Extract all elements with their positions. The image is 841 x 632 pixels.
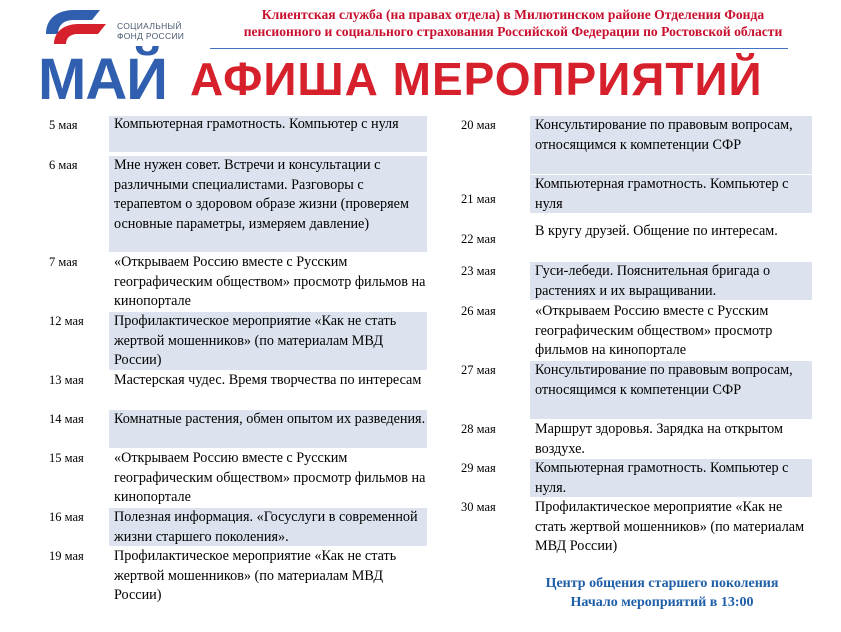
event-text: В кругу друзей. Общение по интересам. [535,223,778,239]
event-date: 16 мая [49,510,84,524]
event-date: 21 мая [461,192,496,206]
event-text: Мне нужен совет. Встречи и консультации с различными специалистами. Разговоры с терапевтом о здоровом образе жизни (проверяем основные параметры, измеряем давление) [109,156,427,252]
event-text: Компьютерная грамотность. Компьютер с нуля. [530,459,812,497]
event-row [432,222,812,260]
footer-note [432,574,841,612]
event-date: 23 мая [461,264,496,278]
logo-text [117,21,184,41]
event-text: Компьютерная грамотность. Компьютер с нуля [530,175,812,213]
sfr-logo-icon [40,4,112,50]
month-title: МАЙ [38,47,167,112]
event-date: 26 мая [461,304,496,318]
event-text: Гуси-лебеди. Пояснительная бригада о растениях и их выращивании. [530,262,812,300]
event-row [38,312,427,370]
footer-line-2: Начало мероприятий в 13:00 [570,595,754,610]
event-date: 27 мая [461,363,496,377]
event-row [38,371,427,409]
event-text: Маршрут здоровья. Зарядка на открытом воздухе. [535,421,783,457]
event-row [38,253,427,311]
event-date: 14 мая [49,412,84,426]
header-line-2: пенсионного и социального страхования Российской Федерации по Ростовской области [243,24,783,39]
organization-header [214,6,812,40]
poster-title: АФИША МЕРОПРИЯТИЙ [190,53,763,105]
event-row [432,175,812,213]
event-date: 7 мая [49,255,78,269]
event-row [432,420,812,458]
event-date: 20 мая [461,118,496,132]
event-date: 29 мая [461,461,496,475]
event-row [38,410,427,448]
event-text: «Открываем Россию вместе с Русским географическим обществом» просмотр фильмов на кинопортале [535,303,773,358]
event-date: 19 мая [49,549,84,563]
event-date: 5 мая [49,118,78,132]
event-text: Профилактическое мероприятие «Как не стать жертвой мошенников» (по материалам МВД России) [114,548,397,603]
event-row [432,361,812,419]
event-text: Компьютерная грамотность. Компьютер с нуля [109,116,427,152]
event-date: 28 мая [461,422,496,436]
event-date: 12 мая [49,314,84,328]
sfr-logo [40,4,200,50]
event-text: «Открываем Россию вместе с Русским географическим обществом» просмотр фильмов на кинопортале [114,254,426,309]
footer-line-1: Центр общения старшего поколения [545,576,779,591]
event-text: «Открываем Россию вместе с Русским географическим обществом» просмотр фильмов на кинопортале [114,450,426,505]
event-row [38,547,427,605]
event-text: Комнатные растения, обмен опытом их разведения. [109,410,427,448]
event-row [38,508,427,546]
event-row [432,498,812,556]
event-text: Профилактическое мероприятие «Как не стать жертвой мошенников» (по материалам МВД России) [535,499,805,554]
event-text: Полезная информация. «Госуслуги в современной жизни старшего поколения». [109,508,427,546]
event-row [432,459,812,497]
event-date: 22 мая [461,232,496,246]
logo-line-2: ФОНД РОССИИ [117,31,185,41]
header-line-1: Клиентская служба (на правах отдела) в Милютинском районе Отделения Фонда [261,7,765,22]
event-text: Профилактическое мероприятие «Как не стать жертвой мошенников» (по материалам МВД России) [109,312,427,370]
event-date: 13 мая [49,373,84,387]
event-row [38,449,427,507]
logo-line-1: СОЦИАЛЬНЫЙ [117,21,182,31]
event-date: 30 мая [461,500,496,514]
event-row [38,116,427,152]
event-text: Мастерская чудес. Время творчества по интересам [114,372,422,388]
event-row [432,116,812,174]
event-text: Консультирование по правовым вопросам, относящимся к компетенции СФР [530,361,812,419]
event-date: 15 мая [49,451,84,465]
event-row [432,302,812,360]
event-row [432,262,812,300]
event-text: Консультирование по правовым вопросам, относящимся к компетенции СФР [530,116,812,174]
event-row [38,156,427,252]
header-divider [210,48,788,49]
event-date: 6 мая [49,158,78,172]
